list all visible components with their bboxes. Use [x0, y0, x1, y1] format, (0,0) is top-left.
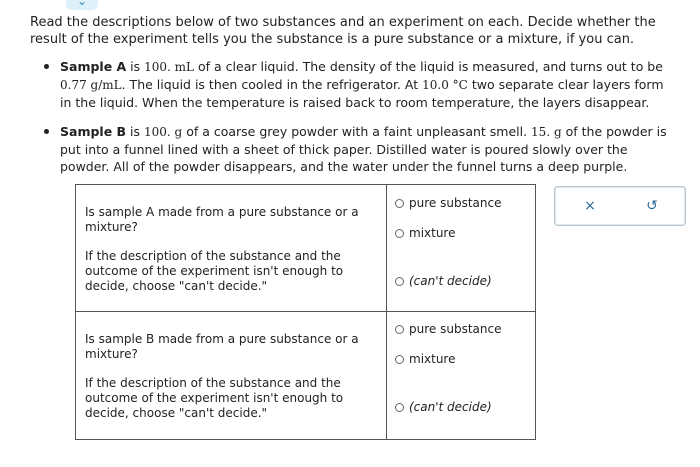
- text-fragment: is: [126, 124, 144, 139]
- radio-button[interactable]: [395, 229, 404, 238]
- sample-b-description: [44, 123, 678, 175]
- radio-button[interactable]: [395, 355, 404, 364]
- clear-icon: ×: [584, 198, 596, 214]
- question-text: Is sample A made from a pure substance or a mixture?: [85, 205, 359, 234]
- answer-choices-cell: [387, 312, 536, 440]
- instructions-text: Read the descriptions below of two substances and an experiment on each. Decide whether the result of the experiment tells you the substance is a pure substance or a mixture, if you can.: [30, 15, 656, 47]
- chevron-down-icon: ⌄: [76, 0, 88, 8]
- sample-list: [44, 58, 678, 175]
- radio-button[interactable]: [395, 277, 404, 286]
- question-text: Is sample B made from a pure substance or a mixture?: [85, 332, 359, 361]
- question-table: [75, 184, 536, 440]
- undo-icon: ↺: [646, 198, 658, 214]
- clear-button[interactable]: [581, 197, 599, 215]
- question-hint: If the description of the substance and the outcome of the experiment isn't enough to decide, choose "can't decide.": [85, 376, 344, 420]
- question-prompt-cell: [76, 312, 387, 440]
- radio-button[interactable]: [395, 199, 404, 208]
- option-label: (can't decide): [409, 274, 492, 288]
- radio-option-mixture[interactable]: [395, 226, 456, 241]
- temperature-quantity: 10.0 °C: [422, 78, 468, 92]
- option-label: pure substance: [409, 322, 502, 336]
- collapse-chevron-button[interactable]: [66, 0, 98, 10]
- sample-a-description: [44, 58, 678, 111]
- text-fragment: is: [126, 59, 145, 74]
- question-row-a: [76, 185, 536, 312]
- sample-b-label: Sample B: [60, 124, 127, 139]
- option-label: pure substance: [409, 196, 502, 210]
- radio-option-mixture[interactable]: [395, 352, 456, 367]
- text-fragment: of a clear liquid. The density of the liquid is measured, and turns out to be: [194, 59, 663, 74]
- radio-option-cant-decide[interactable]: [395, 400, 492, 415]
- bullet-icon: [44, 64, 49, 69]
- answer-actions-panel: [554, 186, 686, 226]
- radio-button[interactable]: [395, 403, 404, 412]
- radio-option-pure-substance[interactable]: [395, 322, 501, 337]
- option-label: mixture: [409, 352, 456, 366]
- option-label: mixture: [409, 226, 456, 240]
- mass-quantity: 15. g: [531, 125, 562, 139]
- undo-button[interactable]: [643, 197, 661, 215]
- answer-choices-cell: [387, 185, 536, 312]
- text-fragment: . The liquid is then cooled in the refrigerator. At: [121, 77, 423, 92]
- text-fragment: of a coarse grey powder with a faint unpleasant smell.: [182, 124, 532, 139]
- question-prompt-cell: [76, 185, 387, 312]
- density-quantity: 0.77 g/mL: [60, 78, 122, 92]
- option-label: (can't decide): [409, 400, 492, 414]
- mass-quantity: 100. g: [144, 125, 183, 139]
- question-hint: If the description of the substance and the outcome of the experiment isn't enough to decide, choose "can't decide.": [85, 249, 344, 293]
- text-fragment: of the powder is put into a funnel lined with a sheet of thick paper. Distilled water is poured slowly over the powder. All of the powder disappears, and the water under the funnel turns a deep purple.: [60, 124, 667, 174]
- radio-option-pure-substance[interactable]: [395, 196, 501, 211]
- sample-a-label: Sample A: [60, 59, 127, 74]
- radio-button[interactable]: [395, 325, 404, 334]
- question-row-b: [76, 312, 536, 440]
- volume-quantity: 100. mL: [144, 60, 195, 74]
- bullet-icon: [44, 129, 49, 134]
- text-fragment: two separate clear layers form in the liquid. When the temperature is raised back to room temperature, the layers disappear.: [60, 77, 664, 110]
- radio-option-cant-decide[interactable]: [395, 274, 492, 289]
